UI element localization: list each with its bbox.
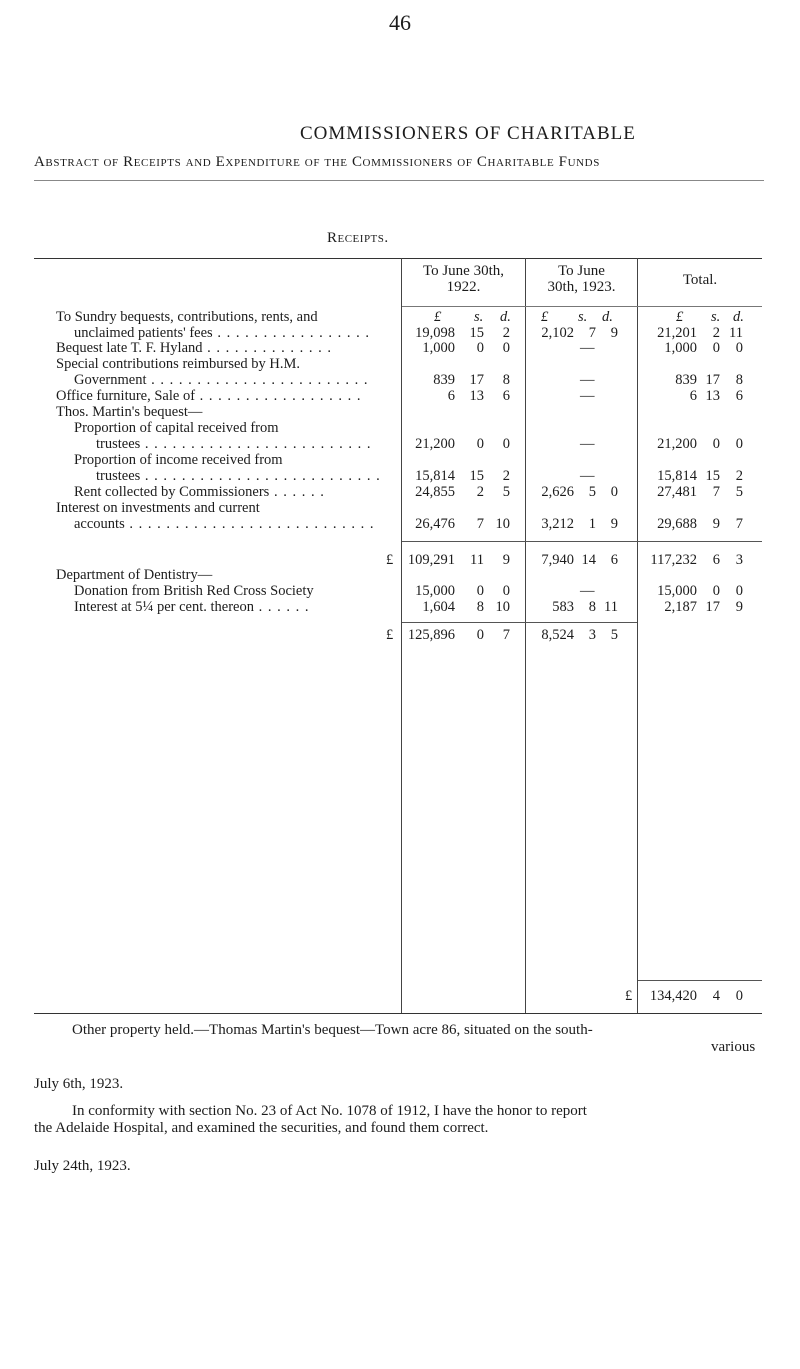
column-header-1922 — [402, 263, 525, 295]
amount-pence: 6 — [735, 388, 743, 404]
grand-total-label: £ — [625, 988, 633, 1004]
amount-pence: 0 — [610, 484, 618, 500]
amount-pence: 5 — [502, 484, 510, 500]
amount-shillings: 4 — [712, 988, 720, 1004]
amount-shillings: 1 — [588, 516, 596, 532]
footer-paragraph-1: In conformity with section No. 23 of Act No. 1078 of 1912, I have the honor to report — [72, 1103, 587, 1119]
amount-shillings: 0 — [712, 436, 720, 452]
amount-pounds: 1,604 — [422, 599, 455, 615]
unit-pence-2: d. — [602, 309, 613, 325]
amount-pence: 0 — [735, 436, 743, 452]
row-label-capital-2: trustees . . . . . . . . . . . . . . . . . . . . . . . . . — [96, 436, 372, 452]
amount-pounds: 15,000 — [415, 583, 455, 599]
table-bottom-rule — [34, 1013, 762, 1014]
amount-shillings: 17 — [705, 599, 720, 615]
row-label-capital-2-text: trustees — [96, 436, 141, 452]
amount-dash: — — [580, 372, 595, 388]
footer-other-property: Other property held.—Thomas Martin's bequest—Town acre 86, situated on the south- — [72, 1022, 593, 1038]
grand-total-rule — [638, 980, 762, 981]
amount-pounds: 19,098 — [415, 325, 455, 341]
amount-shillings: 7 — [588, 325, 596, 341]
amount-pounds: 21,200 — [415, 436, 455, 452]
row-label-income-1: Proportion of income received from — [74, 452, 283, 468]
unit-pence-1: d. — [500, 309, 511, 325]
row-label-rent-text: Rent collected by Commissioners — [74, 484, 270, 500]
row-label-interest-2-text: accounts — [74, 516, 125, 532]
amount-pounds: 6 — [689, 388, 697, 404]
amount-pence: 0 — [502, 436, 510, 452]
amount-shillings: 7 — [712, 484, 720, 500]
amount-pounds: 2,626 — [541, 484, 574, 500]
amount-shillings: 9 — [712, 516, 720, 532]
row-label-sundry-1: To Sundry bequests, contributions, rents, and — [56, 309, 318, 325]
amount-pence: 0 — [502, 583, 510, 599]
amount-shillings: 17 — [469, 372, 484, 388]
amount-shillings: 6 — [712, 552, 720, 568]
column-header-1922-line1: To June 30th, — [422, 263, 505, 279]
subheading-rule — [34, 180, 764, 181]
amount-pounds: 839 — [675, 372, 697, 388]
amount-dash: — — [580, 436, 595, 452]
row-label-special-2: Government . . . . . . . . . . . . . . . . . . . . . . . . — [74, 372, 369, 388]
amount-shillings: 0 — [712, 583, 720, 599]
row-label-furniture-text: Office furniture, Sale of — [56, 388, 196, 404]
amount-pence: 9 — [502, 552, 510, 568]
amount-pounds: 8,524 — [541, 627, 574, 643]
amount-dash: — — [580, 388, 595, 404]
amount-pounds: 583 — [552, 599, 574, 615]
row-label-income-2-text: trustees — [96, 468, 141, 484]
column-divider-2 — [525, 258, 526, 1013]
amount-shillings: 0 — [712, 340, 720, 356]
column-header-1923 — [526, 263, 637, 295]
footer-various: various — [711, 1039, 756, 1055]
amount-shillings: 15 — [469, 468, 484, 484]
amount-pounds: 21,201 — [657, 325, 697, 341]
amount-pence: 8 — [502, 372, 510, 388]
amount-pence: 10 — [495, 599, 510, 615]
column-header-1923-line1: To June — [558, 263, 605, 279]
subtotal-2-rule — [402, 622, 637, 623]
row-label-sundry-2-text: unclaimed patients' fees — [74, 325, 213, 341]
amount-pounds: 1,000 — [422, 340, 455, 356]
page-heading: COMMISSIONERS OF CHARITABLE — [300, 123, 636, 144]
amount-shillings: 2 — [712, 325, 720, 341]
row-label-special-1: Special contributions reimbursed by H.M. — [56, 356, 301, 372]
page-number: 46 — [389, 10, 411, 35]
amount-pence: 2 — [502, 325, 510, 341]
column-divider-1 — [401, 258, 402, 1013]
amount-shillings: 11 — [470, 552, 484, 568]
unit-pence-3: d. — [733, 309, 744, 325]
subtotal-2-label: £ — [386, 627, 394, 643]
footer-paragraph-2: the Adelaide Hospital, and examined the securities, and found them correct. — [34, 1120, 489, 1136]
row-label-interest-red-cross-text: Interest at 5¼ per cent. thereon — [74, 599, 254, 615]
row-label-hyland-text: Bequest late T. F. Hyland — [56, 340, 203, 356]
row-label-interest-1: Interest on investments and current — [56, 500, 260, 516]
footer-date-1: July 6th, 1923. — [34, 1076, 124, 1092]
row-label-interest-2: accounts . . . . . . . . . . . . . . . . . . . . . . . . . . . — [74, 516, 375, 532]
row-label-hyland: Bequest late T. F. Hyland . . . . . . . . . . . . . . — [56, 340, 333, 356]
amount-dash: — — [580, 468, 595, 484]
amount-pounds: 839 — [433, 372, 455, 388]
amount-shillings: 14 — [581, 552, 596, 568]
row-label-interest-red-cross: Interest at 5¼ per cent. thereon . . . . . . — [74, 599, 310, 615]
amount-pence: 11 — [729, 325, 743, 341]
amount-pounds: 109,291 — [407, 552, 455, 568]
column-header-total: Total. — [682, 272, 718, 288]
amount-pence: 8 — [735, 372, 743, 388]
amount-shillings: 13 — [469, 388, 484, 404]
amount-pounds: 2,187 — [664, 599, 697, 615]
amount-pounds: 2,102 — [541, 325, 574, 341]
amount-pence: 6 — [502, 388, 510, 404]
amount-shillings: 0 — [476, 436, 484, 452]
column-header-1922-line2: 1922. — [446, 279, 481, 295]
row-label-dentistry: Department of Dentistry— — [56, 567, 213, 583]
amount-pounds: 15,814 — [415, 468, 455, 484]
amount-pence: 0 — [735, 583, 743, 599]
amount-pounds: 21,200 — [657, 436, 697, 452]
amount-pence: 2 — [735, 468, 743, 484]
amount-pounds: 24,855 — [415, 484, 455, 500]
amount-pounds: 26,476 — [415, 516, 455, 532]
amount-pounds: 27,481 — [657, 484, 697, 500]
amount-pence: 0 — [735, 988, 743, 1004]
amount-pence: 9 — [610, 516, 618, 532]
amount-pence: 7 — [502, 627, 510, 643]
amount-pence: 7 — [735, 516, 743, 532]
amount-shillings: 15 — [469, 325, 484, 341]
amount-shillings: 8 — [588, 599, 596, 615]
amount-dash: — — [580, 340, 595, 356]
unit-shilling-2: s. — [578, 309, 588, 325]
table-top-rule — [34, 258, 762, 259]
amount-shillings: 5 — [588, 484, 596, 500]
subtotal-1-label: £ — [386, 552, 394, 568]
amount-pence: 5 — [735, 484, 743, 500]
column-header-1923-line2: 30th, 1923. — [547, 279, 616, 295]
amount-pounds: 117,232 — [650, 552, 697, 568]
amount-pounds: 125,896 — [407, 627, 455, 643]
row-label-special-2-text: Government — [74, 372, 147, 388]
unit-pound-1: £ — [434, 309, 442, 325]
amount-pence: 11 — [604, 599, 618, 615]
amount-pence: 3 — [735, 552, 743, 568]
amount-shillings: 13 — [705, 388, 720, 404]
row-label-martin: Thos. Martin's bequest— — [56, 404, 203, 420]
amount-dash: — — [580, 583, 595, 599]
row-label-rent: Rent collected by Commissioners . . . . . . — [74, 484, 325, 500]
subtotal-1-rule — [402, 541, 762, 542]
amount-pounds: 15,000 — [657, 583, 697, 599]
amount-shillings: 0 — [476, 340, 484, 356]
row-label-red-cross: Donation from British Red Cross Society — [74, 583, 314, 599]
unit-pound-2: £ — [541, 309, 549, 325]
amount-pounds: 15,814 — [657, 468, 697, 484]
amount-pence: 9 — [735, 599, 743, 615]
amount-shillings: 0 — [476, 583, 484, 599]
amount-pounds: 7,940 — [541, 552, 574, 568]
unit-pound-3: £ — [676, 309, 684, 325]
unit-shilling-3: s. — [711, 309, 721, 325]
column-divider-3 — [637, 258, 638, 1013]
amount-shillings: 2 — [476, 484, 484, 500]
amount-shillings: 8 — [476, 599, 484, 615]
amount-pence: 5 — [610, 627, 618, 643]
amount-pounds: 1,000 — [664, 340, 697, 356]
amount-pounds: 29,688 — [657, 516, 697, 532]
amount-pounds: 6 — [447, 388, 455, 404]
amount-pence: 0 — [735, 340, 743, 356]
amount-shillings: 17 — [705, 372, 720, 388]
page-subheading: Abstract of Receipts and Expenditure of the Commissioners of Charitable Funds — [34, 154, 600, 170]
amount-pounds: 3,212 — [541, 516, 574, 532]
section-title: Receipts. — [327, 230, 389, 246]
amount-shillings: 7 — [476, 516, 484, 532]
amount-shillings: 0 — [476, 627, 484, 643]
amount-pounds: 134,420 — [649, 988, 697, 1004]
row-label-capital-1: Proportion of capital received from — [74, 420, 279, 436]
footer-date-2: July 24th, 1923. — [34, 1158, 131, 1174]
amount-pence: 9 — [610, 325, 618, 341]
amount-pence: 0 — [502, 340, 510, 356]
unit-shilling-1: s. — [474, 309, 484, 325]
row-label-furniture: Office furniture, Sale of . . . . . . . . . . . . . . . . . . — [56, 388, 362, 404]
header-rule — [402, 306, 762, 307]
row-label-sundry-2: unclaimed patients' fees . . . . . . . . . . . . . . . . . — [74, 325, 370, 341]
amount-pence: 2 — [502, 468, 510, 484]
amount-pence: 6 — [610, 552, 618, 568]
row-label-income-2: trustees . . . . . . . . . . . . . . . . . . . . . . . . . . — [96, 468, 381, 484]
amount-shillings: 15 — [705, 468, 720, 484]
amount-shillings: 3 — [588, 627, 596, 643]
amount-pence: 10 — [495, 516, 510, 532]
